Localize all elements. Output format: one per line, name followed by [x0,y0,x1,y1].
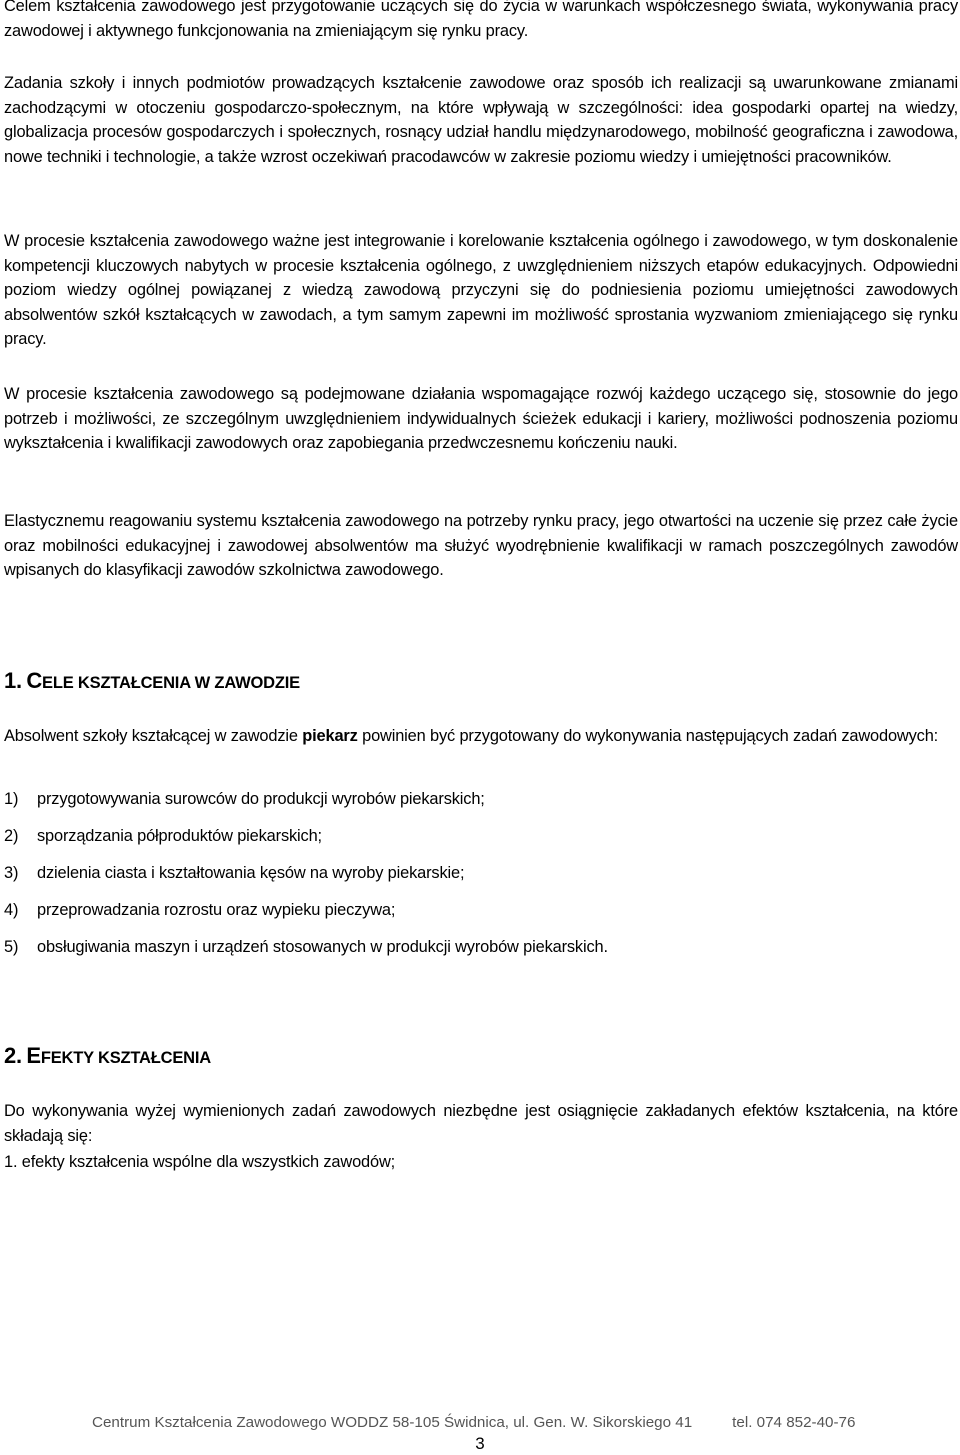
list-item: 2) sporządzania półproduktów piekarskich; [4,827,322,845]
footer [92,1413,872,1433]
section-1-heading [4,669,300,695]
paragraph-integration: W procesie kształcenia zawodowego ważne jest integrowanie i korelowanie kształcenia ogólnego i zawodowego, w tym doskonalenie kompetencji kluczowych nabytych w procesie kształcenia ogólnego, z uwzględnieniem niższych etapów edukacyjnych. Odpowiedni poziom wiedzy ogólnej powiązanej z wiedzą zawodową przyczyni się do podniesienia poziomu umiejętności zawodowych absolwentów szkół kształcących w zawodach, a tym samym zapewni im możliwość sprostania wyzwaniom zmieniającego się rynku pracy. [4,232,958,348]
paragraph-goal: Celem kształcenia zawodowego jest przygotowanie uczących się do życia w warunkach współczesnego świata, wykonywania pracy zawodowej i aktywnego funkcjonowania na zmieniającym się rynku pracy. [4,0,958,40]
list-item: 1) przygotowywania surowców do produkcji wyrobów piekarskich; [4,790,485,808]
section-2-title: FEKTY KSZTAŁCENIA [40,1049,211,1067]
footer-address: Centrum Kształcenia Zawodowego WODDZ 58-105 Świdnica, ul. Gen. W. Sikorskiego 41 [92,1414,693,1431]
section-1-intro: Absolwent szkoły kształcącej w zawodzie piekarz powinien być przygotowany do wykonywania następujących zadań zawodowych: [4,727,939,745]
page-number: 3 [475,1434,485,1453]
paragraph-school-tasks: Zadania szkoły i innych podmiotów prowadzących kształcenie zawodowe oraz sposób ich realizacji są uwarunkowane zmianami zachodzącymi w otoczeniu gospodarczo-społecznym, na które wpływają w szczególności: idea gospodarki opartej na wiedzy, globalizacja procesów gospodarczych i społecznych, rosnący udział handlu międzynarodowego, mobilność geograficzna i zawodowa, nowe techniki i technologie, a także wzrost oczekiwań pracodawców w zakresie poziomu wiedzy i umiejętności pracowników. [4,74,958,166]
list-item: 3) dzielenia ciasta i kształtowania kęsów na wyroby piekarskie; [4,864,465,882]
section-1-number: 1. [4,668,22,693]
section-2-title-initial: E [26,1043,41,1068]
section-1-title: ELE KSZTAŁCENIA W ZAWODZIE [42,674,300,692]
paragraph-support: W procesie kształcenia zawodowego są podejmowane działania wspomagające rozwój każdego uczącego się, stosownie do jego potrzeb i możliwości, ze szczególnym uwzględnieniem indywidualnych ścieżek edukacji i kariery, możliwości podnoszenia poziomu wykształcenia i kwalifikacji zawodowych oraz zapobiegania przedwczesnemu kończeniu nauki. [4,385,958,452]
section-2-number: 2. [4,1043,22,1068]
section-2-intro: Do wykonywania wyżej wymienionych zadań zawodowych niezbędne jest osiągnięcie zakładanych efektów kształcenia, na które składają się: [4,1102,958,1145]
list-item: 5) obsługiwania maszyn i urządzeń stosowanych w produkcji wyrobów piekarskich. [4,938,608,956]
section-2-item-1: 1. efekty kształcenia wspólne dla wszystkich zawodów; [4,1153,396,1171]
professional-tasks-list [4,787,944,972]
list-item: 4) przeprowadzania rozrostu oraz wypieku pieczywa; [4,901,396,919]
section-2-heading [4,1044,211,1070]
profession-name: piekarz [302,727,358,745]
section-1-title-initial: C [26,668,43,693]
footer-phone: tel. 074 852-40-76 [732,1414,856,1431]
paragraph-flexibility: Elastycznemu reagowaniu systemu kształcenia zawodowego na potrzeby rynku pracy, jego otwartości na uczenie się przez całe życie oraz mobilności edukacyjnej i zawodowej absolwentów ma służyć wyodrębnienie kwalifikacji w ramach poszczególnych zawodów wpisanych do klasyfikacji zawodów szkolnictwa zawodowego. [4,512,958,579]
